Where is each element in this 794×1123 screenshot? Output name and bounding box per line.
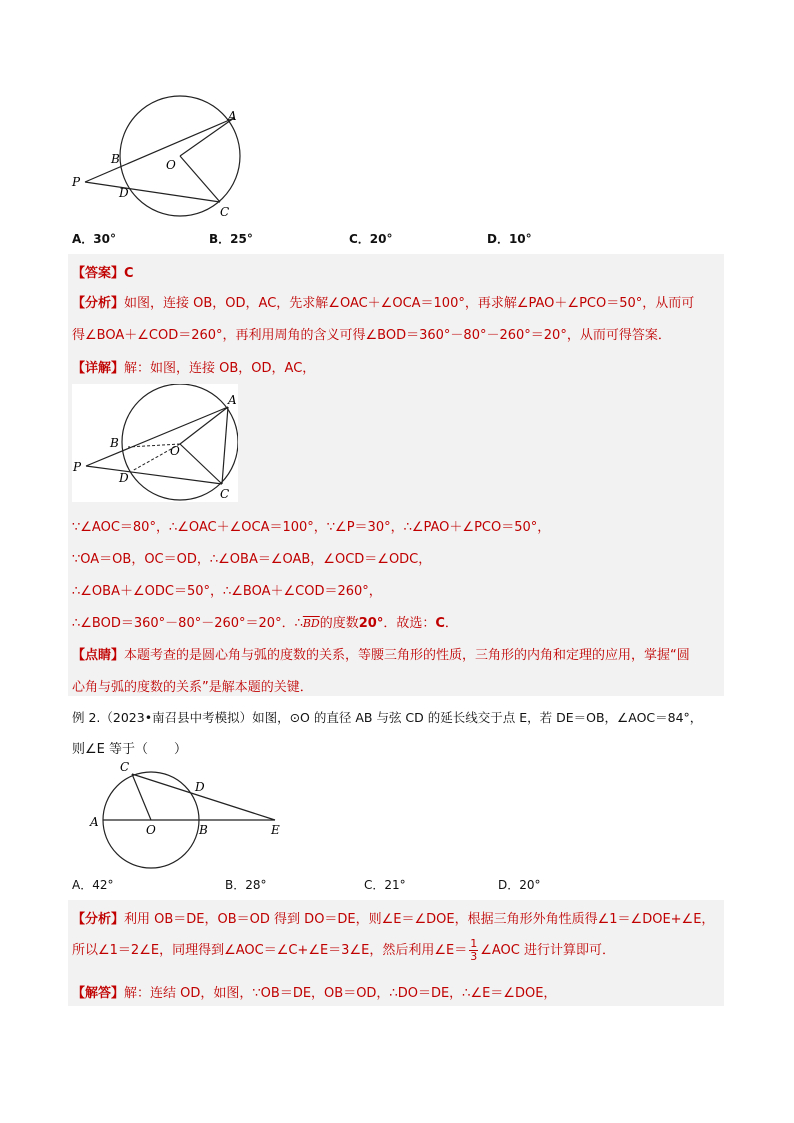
step-2: ∵OA＝OB，OC＝OD，∴∠OBA＝∠OAB，∠OCD＝∠ODC， <box>72 552 432 567</box>
ex1-options <box>72 230 632 250</box>
option-c[interactable]: C．21° <box>364 878 406 892</box>
circle-figure-1 <box>68 90 258 220</box>
option-b[interactable]: B．28° <box>225 878 267 892</box>
label-p: P <box>73 460 82 474</box>
line-oc <box>132 774 151 820</box>
ex2-analysis-text-1: 利用 OB＝DE，OB＝OD 得到 DO＝DE，则∠E＝∠DOE，根据三角形外角性质得∠1＝∠DOE+∠E， <box>124 912 715 927</box>
step-3: ∴∠OBA＋∠ODC＝50°，∴∠BOA＋∠COD＝260°， <box>72 584 382 599</box>
step-4-a: ∴∠BOD＝360°－80°－260°＝20°．∴ <box>72 616 303 631</box>
step-4-b: 的度数 <box>319 616 359 631</box>
ex2-solution-tag: 【解答】 <box>72 986 125 1001</box>
note-text-1: 本题考查的是圆心角与弧的度数的关系，等腰三角形的性质，三角形的内角和定理的应用，掌握“圆 <box>124 648 690 663</box>
note-line-1 <box>72 644 690 663</box>
option-d[interactable]: D．20° <box>498 878 541 892</box>
ex2-solution-box <box>68 900 724 1006</box>
label-b: B <box>110 436 119 450</box>
frac-den: 3 <box>470 950 478 963</box>
label-o: O <box>166 158 176 172</box>
label-o: O <box>170 444 180 458</box>
step-4-d: ．故选： <box>383 616 436 631</box>
circle-figure-2 <box>72 384 238 502</box>
label-d: D <box>119 471 129 485</box>
ex2-title-line-1: 例 2.（2023•南召县中考模拟）如图，⊙O 的直径 AB 与弦 CD 的延长线交于点 E，若 DE＝OB，∠AOC＝84°， <box>72 710 703 725</box>
detail-tag: 【详解】 <box>72 361 125 376</box>
label-e: E <box>271 823 280 837</box>
analysis-tag: 【分析】 <box>72 296 125 311</box>
option-a[interactable]: A．30° <box>72 232 116 246</box>
line-ac <box>222 407 228 484</box>
ex2-analysis-text-2b: ∠AOC 进行计算即可． <box>480 943 615 958</box>
label-p: P <box>72 175 81 189</box>
note-line-2: 心角与弧的度数的关系”是解本题的关键． <box>72 680 313 695</box>
ex2-analysis-line-1 <box>72 908 714 927</box>
analysis-text-1: 如图，连接 OB，OD，AC，先求解∠OAC＋∠OCA＝100°，再求解∠PAO＋∠PCO＝50°，从而可 <box>124 296 695 311</box>
label-b: B <box>111 152 120 166</box>
label-a: A <box>228 109 237 123</box>
line-oc <box>180 444 222 484</box>
label-c: C <box>220 487 230 501</box>
label-o: O <box>146 823 156 837</box>
label-a: A <box>228 393 237 407</box>
answer-tag: 【答案】 <box>72 266 125 281</box>
line-oa <box>180 407 228 444</box>
ex2-options <box>72 876 632 896</box>
circle-figure-3 <box>86 758 290 870</box>
label-b: B <box>199 823 208 837</box>
label-d: D <box>119 186 129 200</box>
detail-intro: 解：如图，连接 OB，OD，AC， <box>124 361 316 376</box>
note-tag: 【点睛】 <box>72 648 125 663</box>
frac-num: 1 <box>470 937 478 950</box>
line-pc <box>86 466 222 484</box>
ex1-solution-box <box>68 254 724 696</box>
detail-line <box>72 357 315 376</box>
fraction-one-third <box>469 938 478 963</box>
ex2-title-line-2: 则∠E 等于（ ） <box>72 742 188 757</box>
step-4-e: C <box>435 616 445 631</box>
label-c: C <box>120 760 130 774</box>
analysis-line-2: 得∠BOA＋∠COD＝260°，再利用周角的含义可得∠BOD＝360°－80°－260°＝20°，从而可得答案． <box>72 328 671 343</box>
step-4 <box>72 612 458 631</box>
answer-value: C <box>124 266 134 281</box>
analysis-line-1 <box>72 292 694 311</box>
step-4-f: ． <box>444 616 458 631</box>
line-pa <box>85 118 234 182</box>
line-pc <box>85 182 220 202</box>
ex2-solution-text: 解：连结 OD，如图，∵OB＝DE，OB＝OD，∴DO＝DE，∴∠E＝∠DOE， <box>124 986 557 1001</box>
arc-bd: $\overline{BD}$ <box>302 617 320 630</box>
ex2-analysis-line-2 <box>72 938 615 963</box>
step-1: ∵∠AOC＝80°，∴∠OAC＋∠OCA＝100°，∵∠P＝30°，∴∠PAO＋∠PCO＝50°， <box>72 520 551 535</box>
step-4-c: 20° <box>358 616 384 631</box>
answer-line <box>72 262 134 281</box>
ex2-analysis-text-2a: 所以∠1＝2∠E，同理得到∠AOC＝∠C+∠E＝3∠E，然后利用∠E＝ <box>72 943 468 958</box>
label-a: A <box>90 815 99 829</box>
option-d[interactable]: D．10° <box>487 232 532 246</box>
label-c: C <box>220 205 230 219</box>
option-a[interactable]: A．42° <box>72 878 114 892</box>
option-c[interactable]: C．20° <box>349 232 393 246</box>
label-d: D <box>195 780 205 794</box>
line-oa <box>180 118 234 156</box>
ex2-solution-line <box>72 982 556 1001</box>
ex2-analysis-tag: 【分析】 <box>72 912 125 927</box>
line-oc <box>180 156 220 202</box>
option-b[interactable]: B．25° <box>209 232 253 246</box>
